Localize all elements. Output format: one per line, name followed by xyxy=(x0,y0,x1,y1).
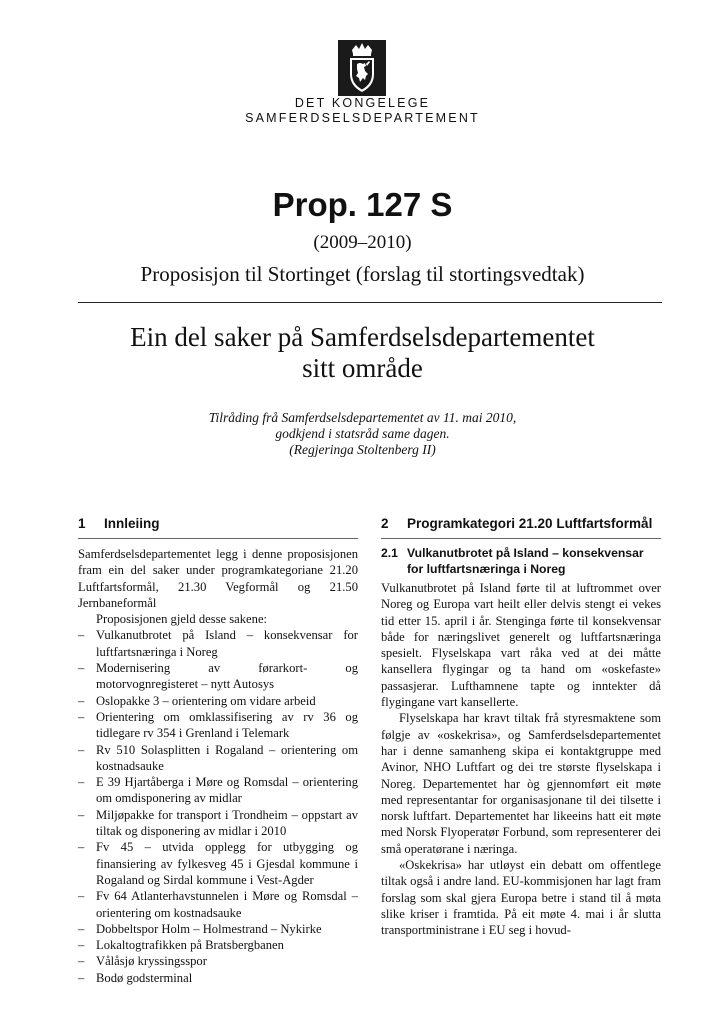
left-column xyxy=(78,515,358,986)
list-item: – Orientering om omklassifisering av rv 36 og tidlegare rv 354 i Grenland i Telemark xyxy=(78,709,358,741)
section-1-title: Innleiing xyxy=(104,516,160,531)
list-item: – Lokaltogtrafikken på Bratsbergbanen xyxy=(78,938,284,953)
department-name-line1: DET KONGELEGE xyxy=(294,96,431,110)
body-paragraph: Flyselskapa har kravt tiltak frå styresmaktene som følgje av «oskekrisa», og Samferdselsdepartementet har i denne samanheng skipa ei kontaktgruppe med Avinor, NHO Luftfart og dei tre største flyselskapa i Noreg. Departementet har òg gjennomført eit møte med representantar for organisasjonane til dei tilsette i norsk luftfart. Departementet har likeeins hatt eit møte med Norsk Flyoperatør Forbund, som representerer dei små operatørane i næringa. xyxy=(381,711,661,856)
title-divider xyxy=(78,302,662,303)
subsection-2-1-heading xyxy=(381,546,661,577)
proposition-type: Proposisjon til Stortinget (forslag til stortingsvedtak) xyxy=(140,262,585,286)
subsection-2-1-title: Vulkanutbrotet på Island – konsekvensar for luftfartsnæringa i Noreg xyxy=(407,546,644,576)
case-list xyxy=(78,627,358,986)
body-paragraph: «Oskekrisa» har utløyst ein debatt om offentlege tiltak også i andre land. EU-kommisjonen har lagt fram forslag som skal gjera Europa betre i stand til å møta slike kriser i framtida. På eit møte 4. mai i år slutta transportministrane i EU seg i hovud- xyxy=(381,858,661,938)
recommendation-note xyxy=(0,410,725,458)
section-1-number: 1 xyxy=(78,516,86,531)
section-2-number: 2 xyxy=(381,516,389,531)
recommendation-line3: (Regjeringa Stoltenberg II) xyxy=(289,442,436,457)
list-item: – Rv 510 Solasplitten i Rogaland – orientering om kostnadsauke xyxy=(78,742,358,773)
section-2-rule xyxy=(381,538,661,539)
document-title xyxy=(0,322,725,384)
list-item: – Vålåsjø kryssingsspor xyxy=(78,954,207,969)
session-years: (2009–2010) xyxy=(313,232,412,253)
list-item: – Dobbeltspor Holm – Holmestrand – Nykirke xyxy=(78,921,322,936)
list-item: – Fv 64 Atlanterhavstunnelen i Møre og Romsdal – orientering om kostnadsauke xyxy=(78,889,358,920)
list-item: – Fv 45 – utvida opplegg for utbygging og finansiering av fylkesveg 45 i Gjesdal kommune i Rogaland og Sirdal kommune i Vest-Agder xyxy=(78,840,358,887)
recommendation-line2: godkjend i statsråd same dagen. xyxy=(275,426,450,441)
list-item: – Miljøpakke for transport i Trondheim – oppstart av tiltak og disponering av midlar i 2010 xyxy=(78,807,358,839)
section-1-rule xyxy=(78,538,358,539)
list-item: – Bodø godsterminal xyxy=(78,970,193,985)
norwegian-coat-of-arms-icon xyxy=(338,40,386,96)
section-1-heading xyxy=(78,515,358,532)
department-name-line2: SAMFERDSELSDEPARTEMENT xyxy=(245,111,480,125)
subsection-2-1-number: 2.1 xyxy=(381,546,398,560)
list-item: – Vulkanutbrotet på Island – konsekvensar for luftfartsnæringa i Noreg xyxy=(78,628,358,659)
list-intro: Proposisjonen gjeld desse sakene: xyxy=(96,612,268,627)
right-column xyxy=(381,515,661,939)
section-2-heading xyxy=(381,515,661,532)
body-paragraph: Vulkanutbrotet på Island førte til at luftrommet over Noreg og Europa vart heilt eller delvis stengt ei vekes tid etter 15. april i år. Stenginga førte til konsekvensar både for næringslivet generelt og luftfartsnæringa spesielt. Flyselskapa vart råka ved at dei måtte kansellera flygingar og ta hand om «oskefaste» passasjerar. Lufthamnene tapte og inntekter då flygingane vart kansellerte. xyxy=(381,581,661,710)
document-title-line2: sitt område xyxy=(302,353,423,383)
document-title-line1: Ein del saker på Samferdselsdepartementet xyxy=(130,322,595,352)
intro-paragraph: Samferdselsdepartementet legg i denne proposisjonen fram ein del saker under programkategoriane 21.20 Luftfartsformål, 21.30 Vegformål og 21.50 Jernbaneformål xyxy=(78,547,358,610)
list-item: – Modernisering av førarkort- og motorvognregisteret – nytt Autosys xyxy=(78,661,358,692)
recommendation-line1: Tilråding frå Samferdselsdepartementet av 11. mai 2010, xyxy=(208,410,517,425)
proposition-number: Prop. 127 S xyxy=(272,186,453,223)
section-2-title: Programkategori 21.20 Luftfartsformål xyxy=(407,516,653,531)
list-item: – E 39 Hjartåberga i Møre og Romsdal – orientering om omdisponering av midlar xyxy=(78,775,358,806)
list-item: – Oslopakke 3 – orientering om vidare arbeid xyxy=(78,693,316,708)
